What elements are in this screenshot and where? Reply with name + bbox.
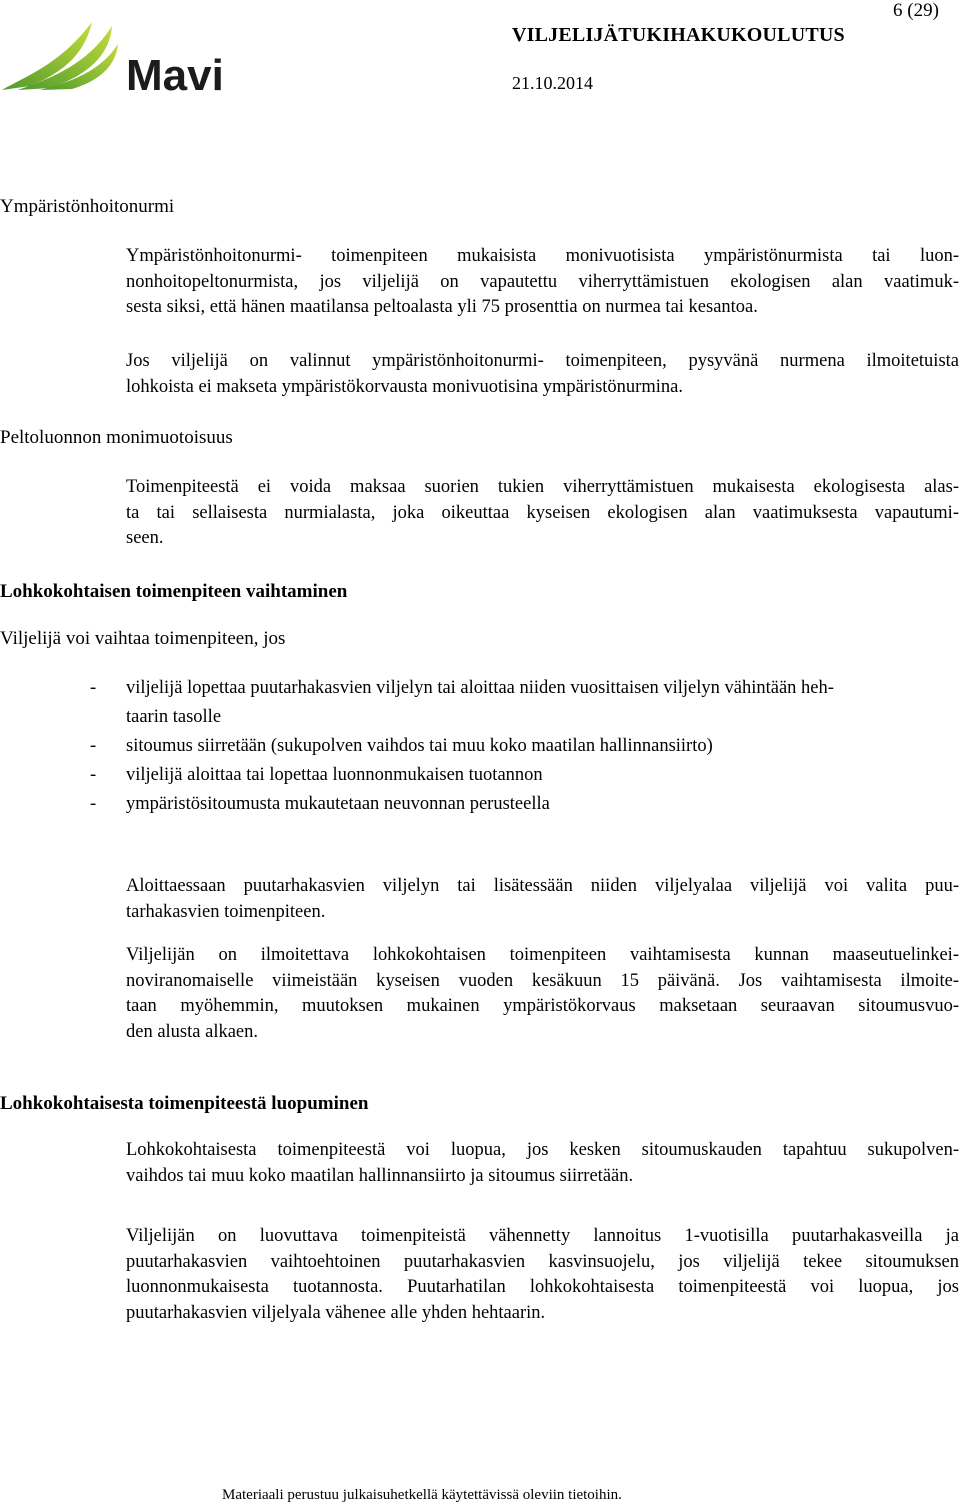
text-line: Viljelijän on ilmoitettava lohkokohtaisen toimenpiteen vaihtamisesta kunnan maaseutuelinkei-	[126, 945, 959, 965]
intro-text: Viljelijä voi vaihtaa toimenpiteen, jos	[0, 628, 286, 649]
text-line: den alusta alkaen.	[126, 1021, 259, 1042]
bullet-dash: -	[90, 794, 97, 814]
mavi-logo	[0, 18, 235, 98]
text-line: Ympäristönhoitonurmi- toimenpiteen mukaisista monivuotisista ympäristönurmista tai luon-	[126, 246, 959, 266]
list-item-text: viljelijä lopettaa puutarhakasvien viljelyn tai aloittaa niiden vuosittaisen viljelyn vähintään heh-	[126, 678, 834, 698]
text-line: taan myöhemmin, muutoksen mukainen ympäristökorvaus maksetaan seuraavan sitoumusvuo-	[126, 996, 959, 1016]
text-line: sesta siksi, että hänen maatilansa peltoalasta yli 75 prosenttia on nurmea tai kesantoa.	[126, 297, 758, 317]
section-heading-peltoluonnon-monimuotoisuus: Peltoluonnon monimuotoisuus	[0, 427, 233, 448]
paragraph	[126, 1224, 959, 1326]
page-number: 6 (29)	[893, 0, 939, 21]
list-item-text: viljelijä aloittaa tai lopettaa luonnonmukaisen tuotannon	[126, 765, 543, 785]
text-line: vaihdos tai muu koko maatilan hallinnansiirto ja sitoumus siirretään.	[126, 1165, 634, 1186]
bullet-dash: -	[90, 736, 97, 756]
text-line: puutarhakasvien viljelyala vähenee alle yhden hehtaarin.	[126, 1302, 546, 1323]
document-date: 21.10.2014	[512, 73, 593, 93]
text-line: nonhoitopeltonurmista, jos viljelijä on vapautettu viherryttämistuen ekologisen alan vaatimuk-	[126, 271, 959, 292]
text-line: Jos viljelijä on valinnut ympäristönhoitonurmi- toimenpiteen, pysyvänä nurmena ilmoitetuista	[126, 351, 959, 371]
list-item	[90, 732, 960, 761]
list-item-text: sitoumus siirretään (sukupolven vaihdos tai muu koko maatilan hallinnansiirto)	[126, 736, 713, 756]
bullet-list	[90, 674, 960, 819]
list-item	[90, 674, 960, 732]
footer-note: Materiaali perustuu julkaisuhetkellä käytettävissä oleviin tietoihin.	[222, 1487, 622, 1503]
paragraph	[126, 244, 959, 321]
paragraph	[126, 1138, 959, 1189]
text-line: Toimenpiteestä ei voida maksaa suorien tukien viherryttämistuen mukaisesta ekologisesta alas-	[126, 477, 959, 497]
bullet-dash: -	[90, 678, 97, 698]
list-item	[90, 761, 960, 790]
section-heading-vaihtaminen: Lohkokohtaisen toimenpiteen vaihtaminen	[0, 581, 348, 602]
logo-text: Mavi	[126, 51, 224, 98]
section-heading-ymparistonhoitonurmi: Ympäristönhoitonurmi	[0, 196, 175, 217]
document-title: VILJELIJÄTUKIHAKUKOULUTUS	[512, 24, 845, 46]
text-line: luonnonmukaisesta tuotannosta. Puutarhatilan lohkokohtaisesta toimenpiteestä voi luopua, jos	[126, 1277, 959, 1297]
text-line: ta tai sellaisesta nurmialasta, joka oikeuttaa kyseisen ekologisen alan vaatimuksesta vapautumi-	[126, 502, 959, 523]
text-line: Lohkokohtaisesta toimenpiteestä voi luopua, jos kesken sitoumuskauden tapahtuu sukupolven-	[126, 1140, 959, 1160]
mavi-logo-icon	[0, 18, 235, 98]
list-item	[90, 790, 960, 819]
paragraph	[126, 943, 959, 1045]
text-line: Viljelijän on luovuttava toimenpiteistä vähennetty lannoitus 1-vuotisilla puutarhakasveilla ja	[126, 1226, 959, 1246]
paragraph	[126, 475, 959, 552]
text-line: Aloittaessaan puutarhakasvien viljelyn tai lisätessään niiden viljelyalaa viljelijä voi valita puu-	[126, 876, 959, 896]
text-line: tarhakasvien toimenpiteen.	[126, 901, 326, 922]
paragraph	[126, 349, 959, 400]
text-line: puutarhakasvien vaihtoehtoinen puutarhakasvien kasvinsuojelu, jos viljelijä tekee sitoumuksen	[126, 1251, 959, 1272]
bullet-dash: -	[90, 765, 97, 785]
text-line: noviranomaiselle viimeistään kyseisen vuoden kesäkuun 15 päivänä. Jos vaihtamisesta ilmoite-	[126, 970, 959, 991]
paragraph	[126, 874, 959, 925]
text-line: lohkoista ei makseta ympäristökorvausta monivuotisina ympäristönurmina.	[126, 376, 683, 397]
section-heading-luopuminen: Lohkokohtaisesta toimenpiteestä luopuminen	[0, 1093, 369, 1114]
text-line: seen.	[126, 528, 164, 548]
list-item-text: ympäristösitoumusta mukautetaan neuvonnan perusteella	[126, 794, 550, 814]
list-item-text: taarin tasolle	[126, 707, 222, 727]
